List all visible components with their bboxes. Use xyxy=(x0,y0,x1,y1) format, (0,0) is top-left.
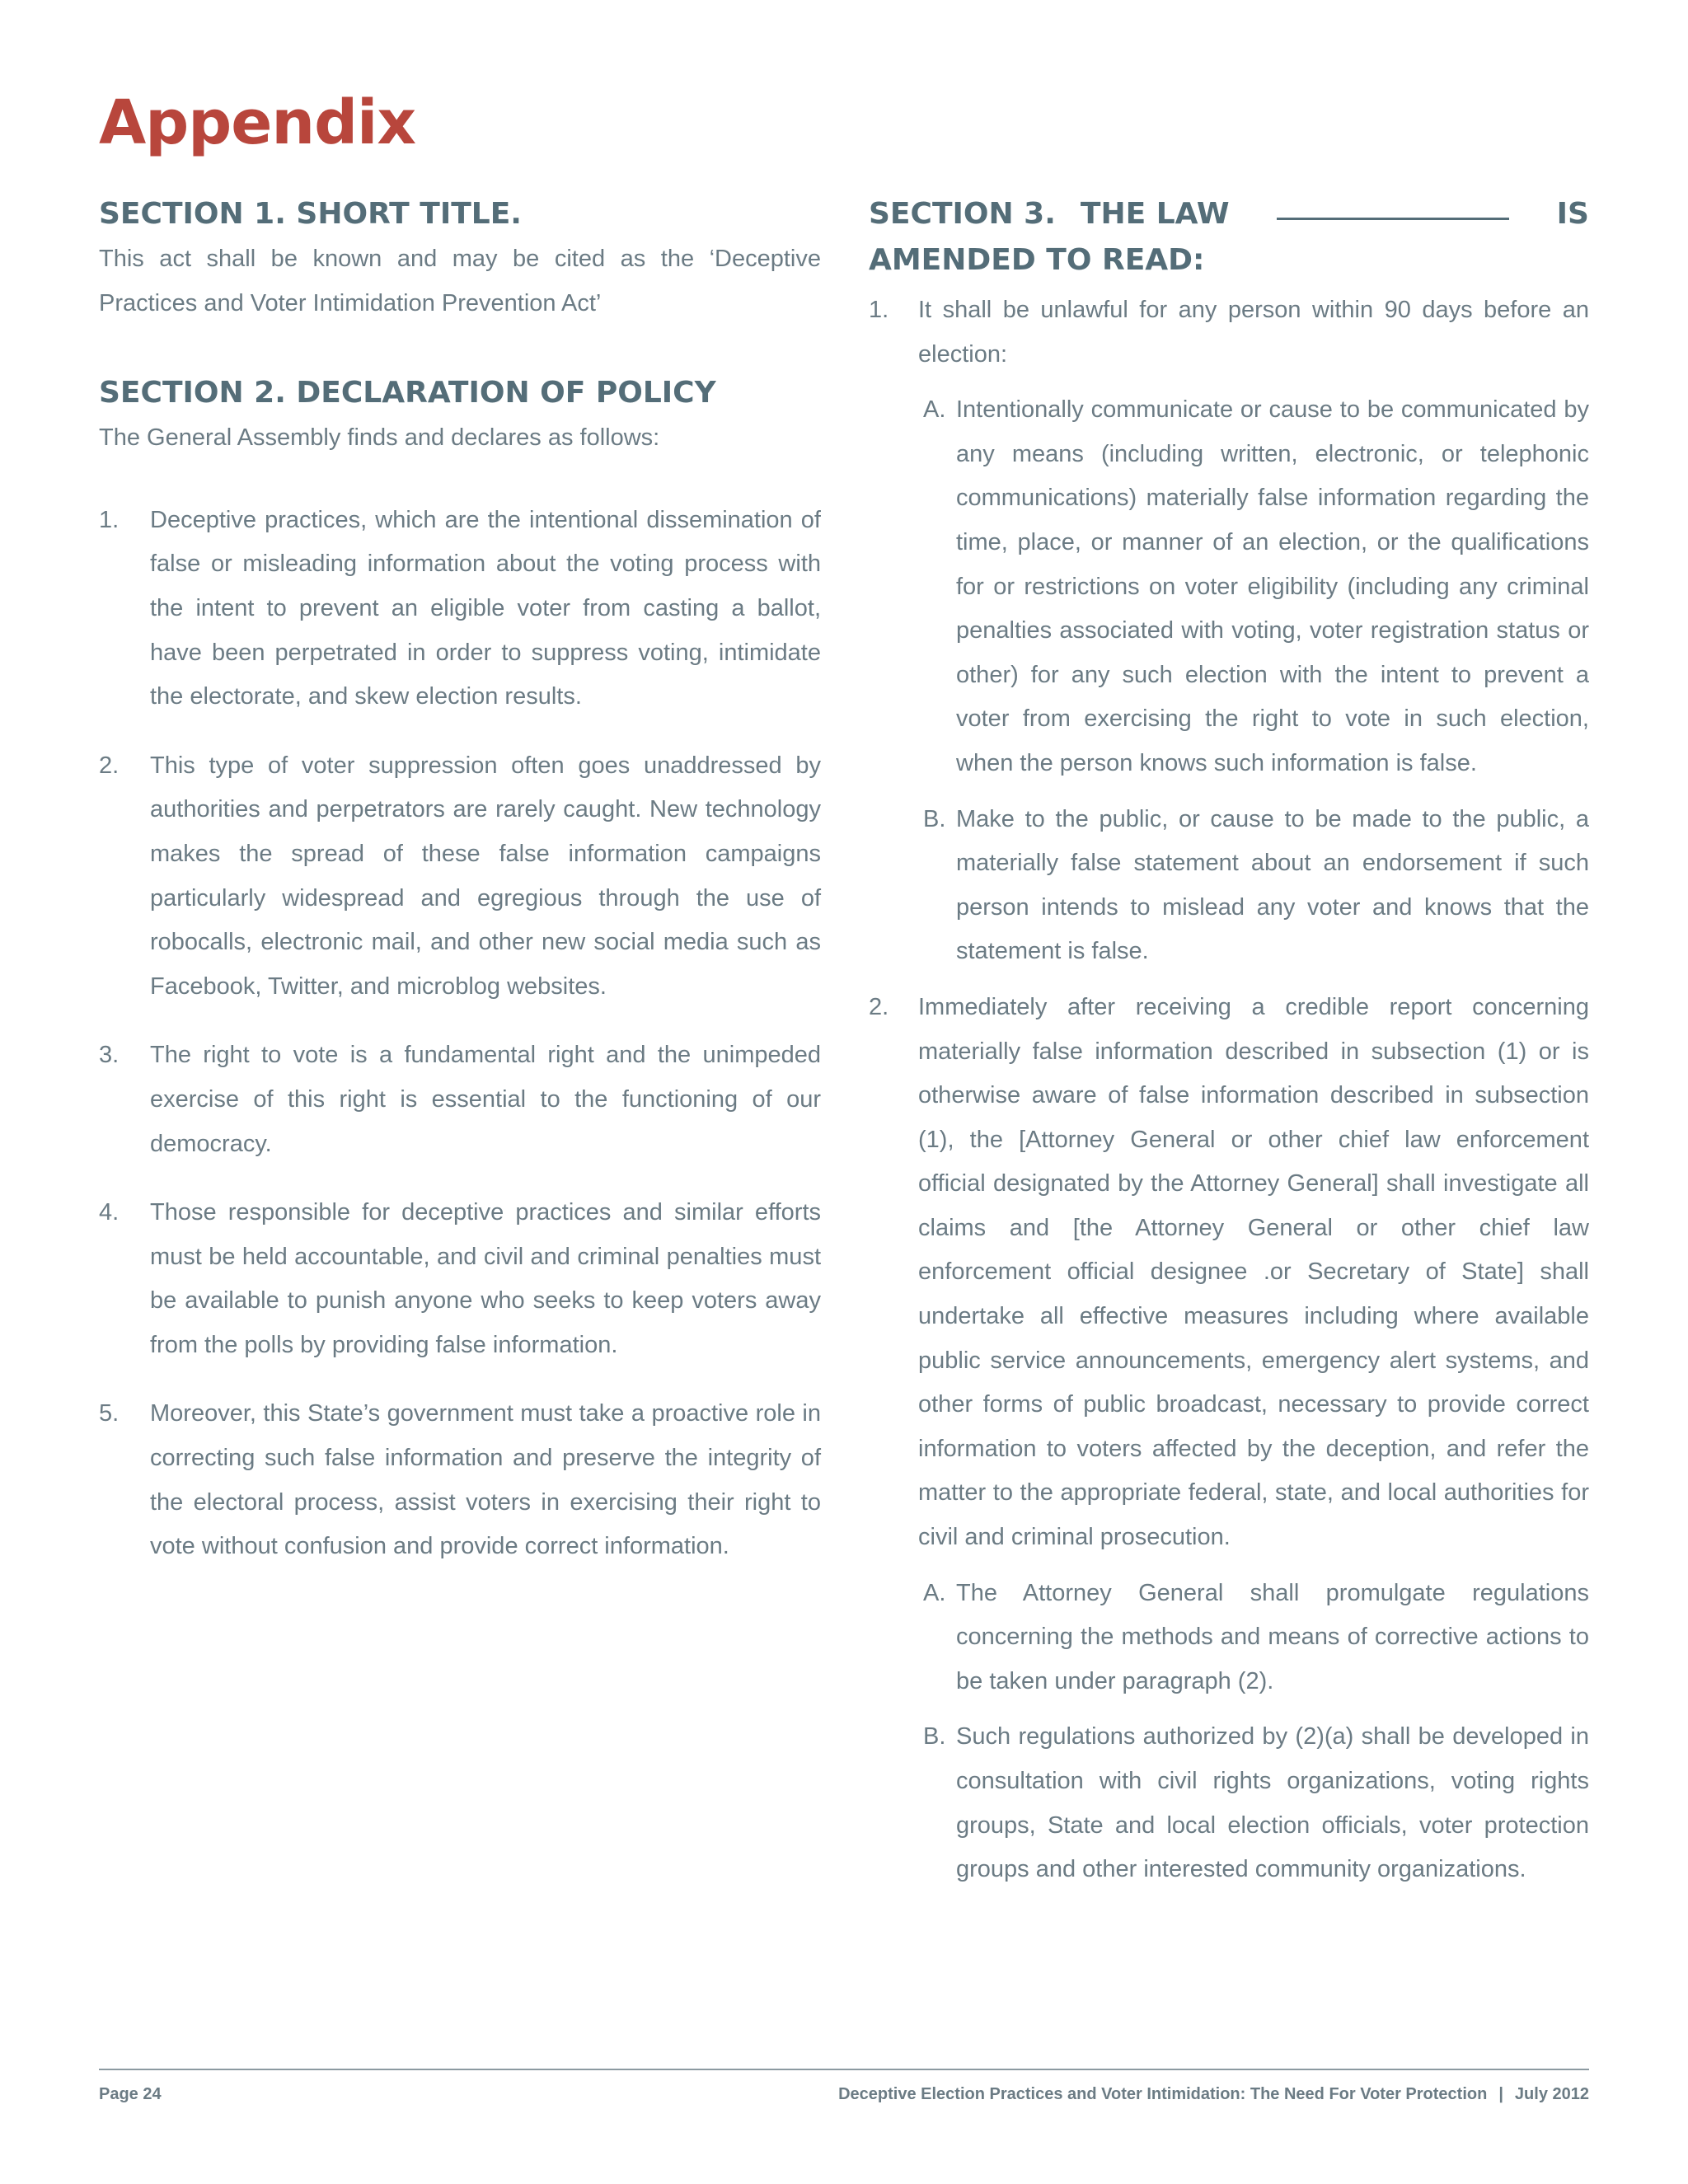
sublist-item-text: The Attorney General shall promulgate regulations concerning the methods and means of corrective actions to be taken under paragraph (2). xyxy=(956,1579,1589,1694)
list-item-text: Moreover, this State’s government must take a proactive role in correcting such false information and preserve the integrity of the electoral process, assist voters in exercising their right to vote without confusion and provide correct information. xyxy=(150,1400,821,1560)
list-item-text: The right to vote is a fundamental right and the unimpeded exercise of this right is essential to the functioning of our democracy. xyxy=(150,1042,821,1157)
list-item-text: Those responsible for deceptive practices and similar efforts must be held accountable, and civil and criminal penalties must be available to punish anyone who seeks to keep voters away from the polls by providing false information. xyxy=(150,1199,821,1358)
report-title: Deceptive Election Practices and Voter Intimidation: The Need For Voter Protection xyxy=(838,2085,1488,2103)
report-date: July 2012 xyxy=(1514,2085,1589,2103)
sublist-item xyxy=(869,388,1589,785)
list-item xyxy=(99,744,821,1010)
sublist xyxy=(918,388,1589,974)
page-title: Appendix xyxy=(99,87,416,158)
section-2-list xyxy=(99,499,821,1569)
list-item-text: Deceptive practices, which are the intentional dissemination of false or misleading information about the voting process with the intent to prevent an eligible voter from casting a ballot, have been perpetrated in order to suppress voting, intimidate the electorate, and skew election results. xyxy=(150,506,821,710)
section-2-intro: The General Assembly finds and declares as follows: xyxy=(99,424,660,452)
list-item-number: 5. xyxy=(99,1400,120,1427)
page-number: Page 24 xyxy=(99,2085,162,2103)
section-3-heading-number: SECTION 3. THE LAW xyxy=(869,197,1230,231)
sublist-item-text: Such regulations authorized by (2)(a) shall be developed in consultation with civil rights organizations, voting rights groups, State and local election officials, voter protection groups and other interested community organizations. xyxy=(956,1723,1589,1883)
section-3-list xyxy=(869,288,1589,1892)
sublist-item xyxy=(869,1572,1589,1704)
sublist-item-letter: B. xyxy=(923,1723,946,1750)
sublist-item xyxy=(869,1715,1589,1891)
list-item xyxy=(99,499,821,719)
list-item-number: 1. xyxy=(99,506,120,533)
left-column xyxy=(99,191,821,1594)
sublist-item-letter: B. xyxy=(923,805,946,832)
sublist xyxy=(918,1572,1589,1892)
footer-separator: | xyxy=(1498,2085,1503,2103)
section-2-heading: SECTION 2. DECLARATION OF POLICY xyxy=(99,376,716,410)
list-item-text: Immediately after receiving a credible report concerning materially false information described in subsection (1) or is otherwise aware of false information described in subsection (1), the [Attorney General or other chief law enforcement official designated by the Attorney General] shall investigate all claims and [the Attorney General or other chief law enforcement official designee .or Secretary of State] shall undertake all effective measures including where available public service announcements, emergency alert systems, and other forms of public broadcast, necessary to provide correct information to voters affected by the deception, and refer the matter to the appropriate federal, state, and local authorities for civil and criminal prosecution. xyxy=(918,993,1589,1551)
blank-line xyxy=(1277,218,1509,220)
list-item-text: This type of voter suppression often goes unaddressed by authorities and perpetrators are rarely caught. New technology makes the spread of these false information campaigns particularly widespread and egregious through the use of robocalls, electronic mail, and other new social media such as Facebook, Twitter, and microblog websites. xyxy=(150,752,821,1000)
list-item xyxy=(99,1392,821,1568)
list-item xyxy=(869,986,1589,1892)
footer-report-info xyxy=(838,2085,1589,2104)
list-item-number: 2. xyxy=(869,993,889,1020)
list-item-number: 4. xyxy=(99,1199,120,1226)
sublist-item-letter: A. xyxy=(923,396,946,424)
section-3-heading-line2: AMENDED TO READ: xyxy=(869,243,1205,277)
list-item-text: It shall be unlawful for any person within 90 days before an election: xyxy=(918,297,1589,368)
sublist-item xyxy=(869,798,1589,974)
section-3-heading-is: IS xyxy=(1556,197,1589,231)
list-item-number: 2. xyxy=(99,752,120,779)
right-column xyxy=(869,191,1589,1904)
list-item xyxy=(99,1191,821,1367)
sublist-item-text: Make to the public, or cause to be made to the public, a materially false statement about an endorsement if such person intends to mislead any voter and knows that the statement is false. xyxy=(956,805,1589,965)
section-1-heading: SECTION 1. SHORT TITLE. xyxy=(99,197,522,231)
sublist-item-letter: A. xyxy=(923,1579,946,1606)
section-1-text: This act shall be known and may be cited as the ‘Deceptive Practices and Voter Intimidation Prevention Act’ xyxy=(99,246,821,316)
list-item-number: 1. xyxy=(869,297,889,323)
section-3-heading xyxy=(869,191,1589,237)
sublist-item-text: Intentionally communicate or cause to be communicated by any means (including written, electronic, or telephonic communications) materially false information regarding the time, place, or manner of an election, or the qualifications for or restrictions on voter eligibility (including any criminal penalties associated with voting, voter registration status or other) for any such election with the intent to prevent a voter from exercising the right to vote in such election, when the person knows such information is false. xyxy=(956,396,1589,776)
footer-divider xyxy=(99,2069,1589,2070)
list-item xyxy=(869,288,1589,974)
list-item-number: 3. xyxy=(99,1042,120,1069)
list-item xyxy=(99,1033,821,1166)
